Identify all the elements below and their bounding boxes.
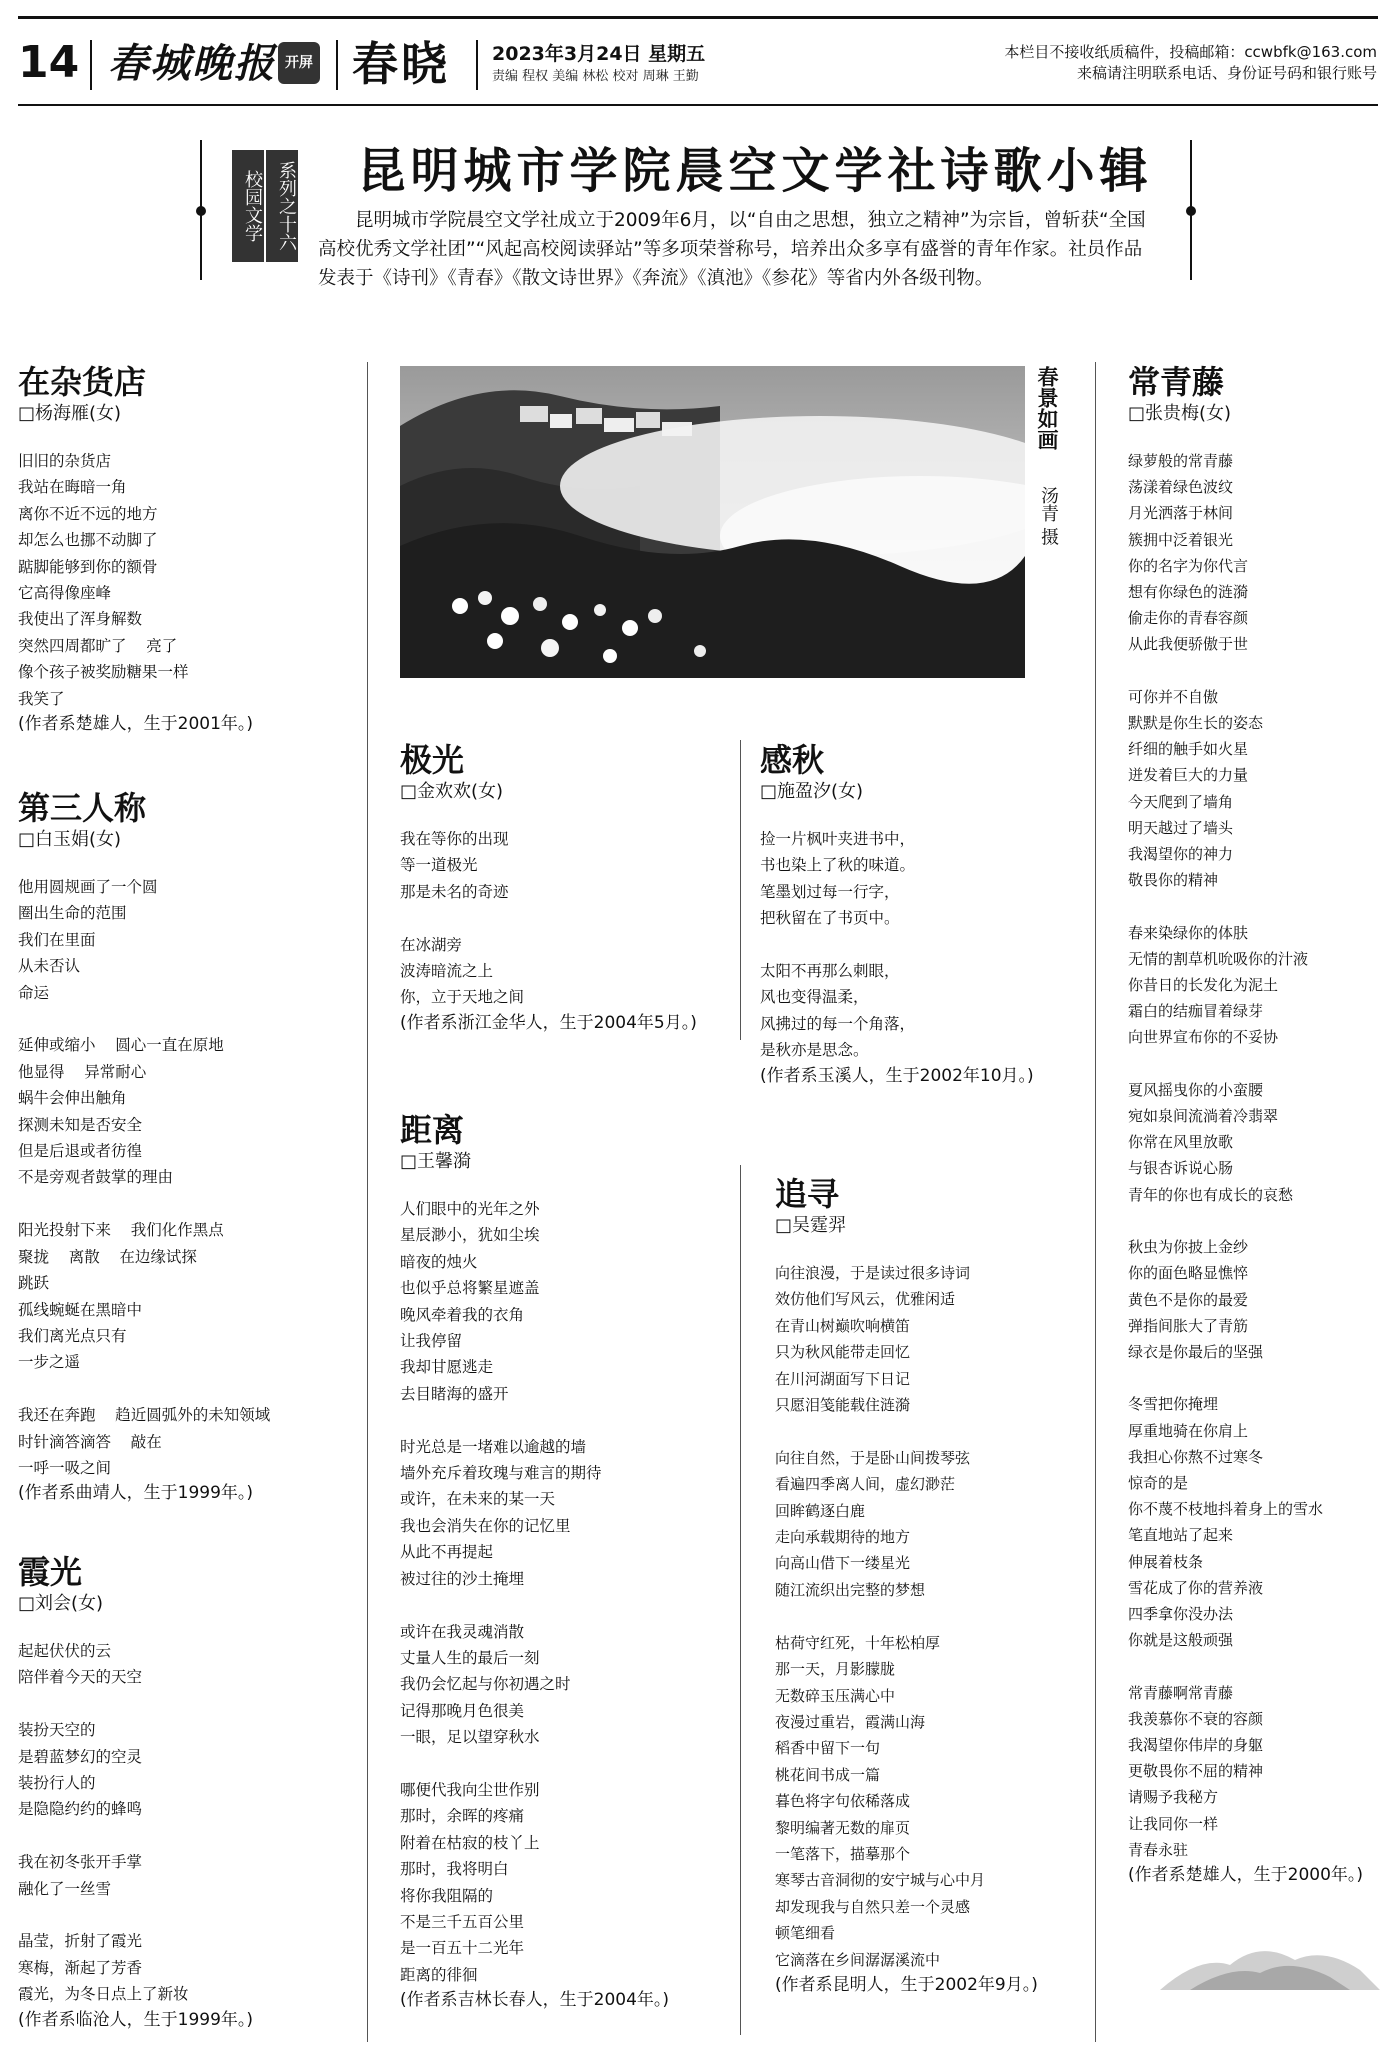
poem-author: □杨海雁(女) bbox=[18, 403, 122, 424]
section-title: 春晓 bbox=[352, 37, 450, 91]
poem-author: □白玉娟(女) bbox=[18, 829, 122, 850]
poem-title: 在杂货店 bbox=[18, 363, 147, 401]
poem-body: 捡一片枫叶夹进书中， 书也染上了秋的味道。 笔墨划过每一行字， 把秋留在了书页中。 太阳不再那么刺眼， 风也变得温柔， 风拂过的每一个角落， 是秋亦是思念。 bbox=[760, 830, 916, 1060]
poem-block bbox=[760, 740, 1090, 1088]
poem-block bbox=[18, 1552, 358, 2032]
page-number: 14 bbox=[18, 37, 80, 88]
author-note: (作者系楚雄人，生于2000年。) bbox=[1128, 1864, 1364, 1885]
column-separator bbox=[1095, 362, 1096, 2042]
series-category: 校园文学 bbox=[232, 150, 264, 262]
poem-title: 第三人称 bbox=[18, 789, 147, 827]
masthead-divider bbox=[336, 40, 338, 90]
author-note: (作者系曲靖人，生于1999年。) bbox=[18, 1483, 254, 1504]
poem-block bbox=[775, 1174, 1093, 1997]
poem-body: 向往浪漫，于是读过很多诗词 效仿他们写风云，优雅闲适 在青山树巅吹响横笛 只为秋风能带走回忆 在川河湖面写下日记 只愿泪笺能载住涟漪 向往自然，于是卧山间拨琴弦 看遍四季离人间，虚幻渺茫 回眸鹤逐白鹿 走向承载期待的地方 向高山借下一缕星光 随江流织出完整的梦想 枯荷守红死，十年松柏厚 那一天，月影朦胧 无数碎玉压满心中 夜漫过重岩，霞满山海 稻香中留下一句 桃花间书成一篇 暮色将字句依稀落成 黎明编著无数的扉页 一笔落下，描摹那个 寒琴古音洞彻的安宁城与心中月 却发现我与自然只差一个灵感 顿笔细看 它滴落在乡间潺潺溪流中 bbox=[775, 1264, 986, 1969]
series-label: 系列之十六 bbox=[266, 150, 298, 262]
poem-block bbox=[18, 362, 358, 736]
column-separator bbox=[740, 1165, 741, 2035]
poem-body: 人们眼中的光年之外 星辰渺小，犹如尘埃 暗夜的烛火 也似乎总将繁星遮盖 晚风牵着我的衣角 让我停留 我却甘愿逃走 去目睹海的盛开 时光总是一堵难以逾越的墙 墙外充斥着玫瑰与难言的期待 或许，在未来的某一天 我也会消失在你的记忆里 从此不再提起 被过往的沙土掩埋 或许在我灵魂消散 丈量人生的最后一刻 我仍会忆起与你初遇之时 记得那晚月色很美 一眼，足以望穿秋水 哪便代我向尘世作别 那时，余晖的疼痛 附着在枯寂的枝丫上 那时，我将明白 将你我阻隔的 不是三千五百公里 是一百五十二光年 距离的徘徊 bbox=[400, 1200, 602, 1984]
poem-author: □王馨漪 bbox=[400, 1151, 472, 1172]
poem-title: 极光 bbox=[400, 741, 465, 779]
poem-body: 我在等你的出现 等一道极光 那是未名的奇迹 在冰湖旁 波涛暗流之上 你，立于天地之间 bbox=[400, 830, 525, 1007]
photo-credit: 汤青 摄 bbox=[1038, 486, 1059, 546]
column-separator bbox=[740, 740, 741, 1040]
poem-block bbox=[400, 740, 720, 1035]
poem-block bbox=[18, 788, 358, 1505]
author-note: (作者系楚雄人，生于2001年。) bbox=[18, 714, 254, 735]
author-note: (作者系浙江金华人，生于2004年5月。) bbox=[400, 1012, 697, 1033]
poem-body: 起起伏伏的云 陪伴着今天的天空 装扮天空的 是碧蓝梦幻的空灵 装扮行人的 是隐隐约约的蜂鸣 我在初冬张开手掌 融化了一丝雪 晶莹，折射了霞光 寒梅，渐起了芳香 霞光，为冬日点上了新妆 bbox=[18, 1642, 189, 2004]
author-note: (作者系临沧人，生于1999年。) bbox=[18, 2009, 254, 2030]
poem-title: 距离 bbox=[400, 1111, 465, 1149]
photo-illustration bbox=[400, 366, 1025, 678]
poem-body: 他用圆规画了一个圆 圈出生命的范围 我们在里面 从未否认 命运 延伸或缩小 圆心一直在原地 他显得 异常耐心 蜗牛会伸出触角 探测未知是否安全 但是后退或者彷徨 不是旁观者鼓掌的理由 阳光投射下来 我们化作黑点 聚拢 离散 在边缘试探 跳跃 孤线蜿蜒在黑暗中 我们离光点只有 一步之遥 我还在奔跑 趋近圆弧外的未知领域 时针滴答滴答 敲在 一呼一吸之间 bbox=[18, 878, 271, 1477]
poem-author: □张贵梅(女) bbox=[1128, 403, 1232, 424]
newspaper-name: 春城晚报 bbox=[108, 40, 276, 87]
poem-author: □刘会(女) bbox=[18, 1593, 104, 1614]
notice-line: 本栏目不接收纸质稿件，投稿邮箱：ccwbfk@163.com bbox=[1004, 43, 1377, 61]
photo-caption: 春景如画 bbox=[1035, 366, 1060, 450]
author-note: (作者系昆明人，生于2002年9月。) bbox=[775, 1974, 1038, 1995]
author-note: (作者系玉溪人，生于2002年10月。) bbox=[760, 1065, 1034, 1086]
poem-body: 旧旧的杂货店 我站在晦暗一角 离你不近不远的地方 却怎么也挪不动脚了 踮脚能够到你的额骨 它高得像座峰 我使出了浑身解数 突然四周都旷了 亮了 像个孩子被奖励糖果一样 我笑了 bbox=[18, 452, 189, 708]
column-separator bbox=[367, 362, 368, 2042]
right-bracket-dot bbox=[1186, 206, 1196, 216]
poem-body: 绿萝般的常青藤 荡漾着绿色波纹 月光洒落于林间 簇拥中泛着银光 你的名字为你代言 想有你绿色的涟漪 偷走你的青春容颜 从此我便骄傲于世 可你并不自傲 默默是你生长的姿态 纤细的触手如火星 迸发着巨大的力量 今天爬到了墙角 明天越过了墙头 我渴望你的神力 敬畏你的精神 春来染绿你的体肤 无情的割草机吮吸你的汁液 你昔日的长发化为泥土 霜白的结痂冒着绿芽 向世界宣布你的不妥协 夏风摇曳你的小蛮腰 宛如泉间流淌着冷翡翠 你常在风里放歌 与银杏诉说心肠 青年的你也有成长的哀愁 秋虫为你披上金纱 你的面色略显憔悴 黄色不是你的最爱 弹指间胀大了青筋 绿衣是你最后的坚强 冬雪把你掩埋 厚重地骑在你肩上 我担心你熬不过寒冬 惊奇的是 你不蔑不枝地抖着身上的雪水 笔直地站了起来 伸展着枝条 雪花成了你的营养液 四季拿你没办法 你就是这般顽强 常青藤啊常青藤 我羡慕你不衰的容颜 我渴望你伟岸的身躯 更敬畏你不屈的精神 请赐予我秘方 让我同你一样 青春永驻 bbox=[1128, 452, 1324, 1859]
poem-title: 追寻 bbox=[775, 1175, 840, 1213]
poem-block bbox=[1128, 362, 1388, 1887]
feature-title: 昆明城市学院晨空文学社诗歌小辑 bbox=[357, 143, 1153, 199]
poem-author: □施盈汐(女) bbox=[760, 781, 864, 802]
left-bracket-dot bbox=[196, 206, 206, 216]
landscape-photo bbox=[400, 366, 1025, 678]
masthead-divider bbox=[90, 40, 92, 90]
feature-intro: 昆明城市学院晨空文学社成立于2009年6月，以“自由之思想，独立之精神”为宗旨，曾斩获“全国高校优秀文学社团”“风起高校阅读驿站”等多项荣誉称号，培养出众多享有盛誉的青年作家。社员作品发表于《诗刊》《青春》《散文诗世界》《奔流》《滇池》《参花》等省内外各级刊物。 bbox=[318, 210, 1146, 289]
kaiping-badge: 开屏 bbox=[278, 42, 320, 84]
editor-credits: 责编 程权 美编 林松 校对 周琳 王勤 bbox=[492, 69, 699, 84]
masthead-divider bbox=[476, 40, 478, 90]
author-note: (作者系吉林长春人，生于2004年。) bbox=[400, 1990, 670, 2011]
poem-block bbox=[400, 1110, 730, 2012]
notice-line: 来稿请注明联系电话、身份证号码和银行账号 bbox=[1076, 64, 1377, 82]
issue-date: 2023年3月24日 星期五 bbox=[492, 43, 706, 65]
poem-title: 常青藤 bbox=[1128, 363, 1225, 401]
poem-author: □金欢欢(女) bbox=[400, 781, 504, 802]
top-rule bbox=[18, 16, 1378, 19]
masthead-bottom-rule bbox=[18, 104, 1378, 106]
poem-title: 霞光 bbox=[18, 1553, 83, 1591]
submission-notice bbox=[1004, 42, 1377, 84]
poem-title: 感秋 bbox=[760, 741, 825, 779]
mountain-ornament-icon bbox=[1160, 1935, 1380, 1995]
poem-author: □吴霆羿 bbox=[775, 1215, 847, 1236]
